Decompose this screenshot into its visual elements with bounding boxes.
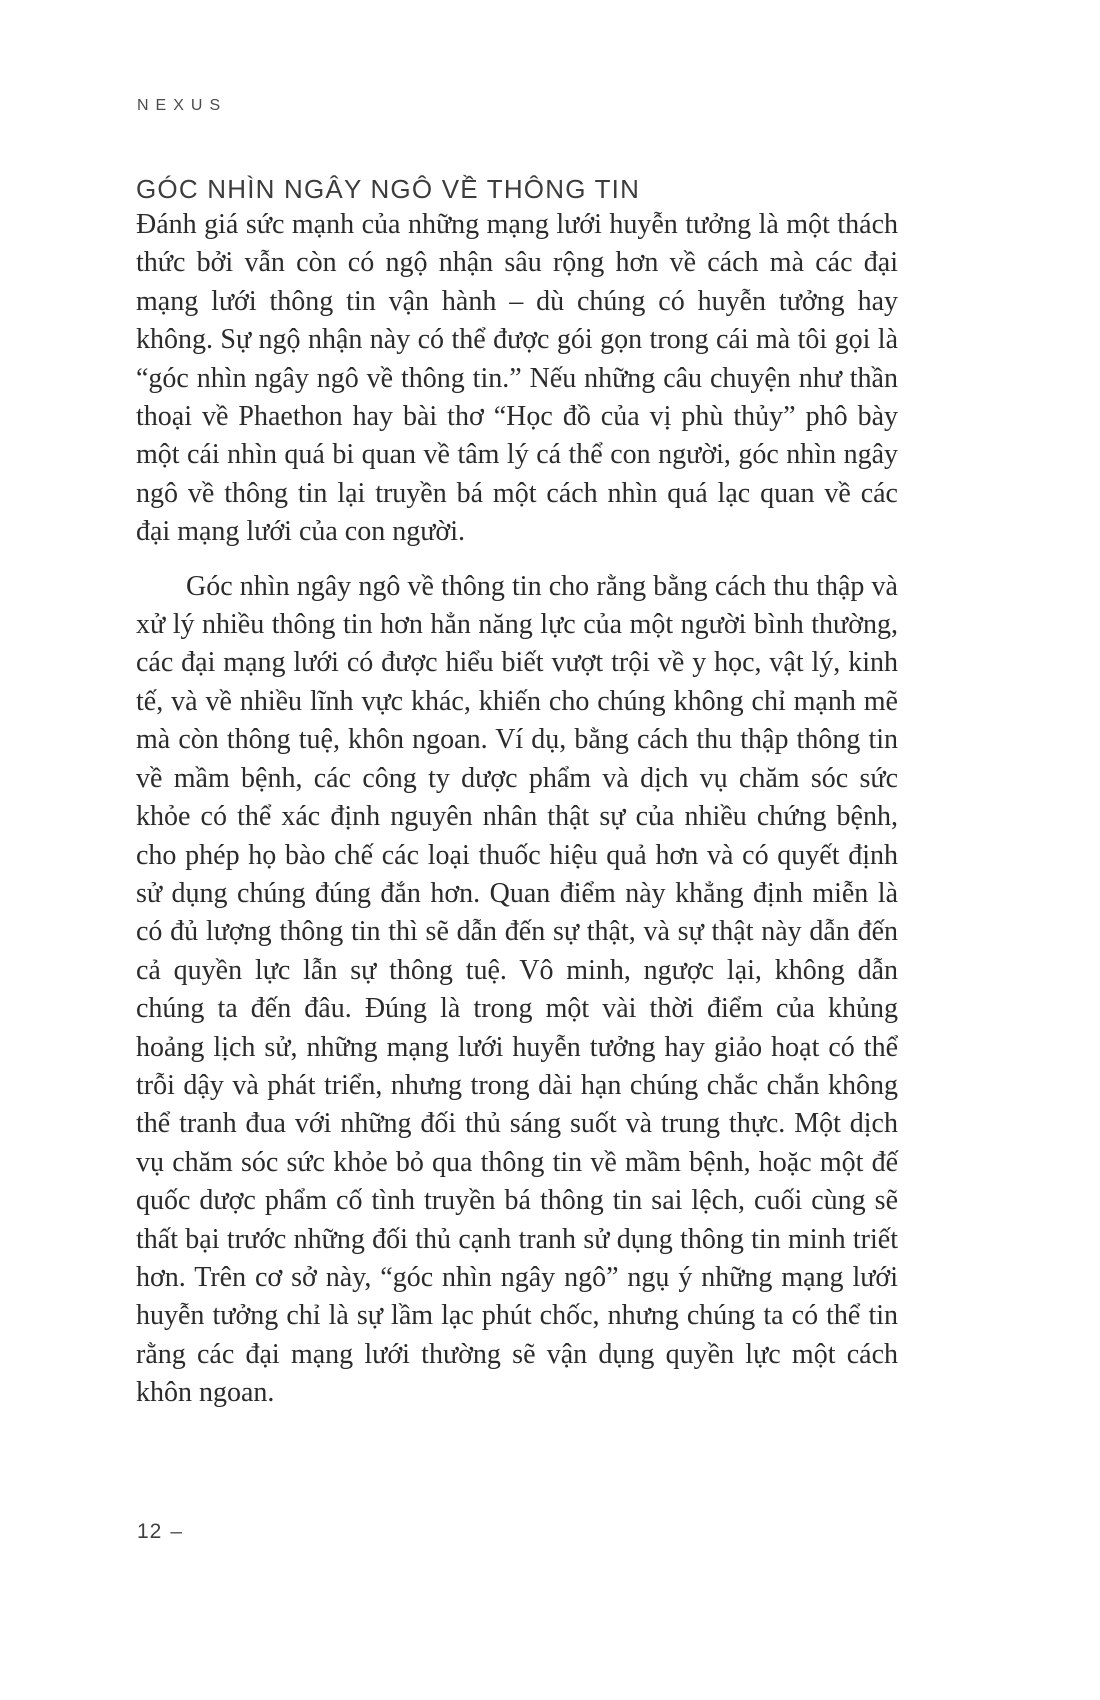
page-number-value: 12 <box>137 1520 163 1543</box>
body-text <box>136 206 898 1413</box>
section-heading: GÓC NHÌN NGÂY NGÔ VỀ THÔNG TIN <box>136 174 641 205</box>
page-number <box>137 1520 183 1544</box>
page-number-dash: – <box>170 1520 184 1543</box>
running-header: NEXUS <box>137 97 228 114</box>
paragraph: Góc nhìn ngây ngô về thông tin cho rằng bằng cách thu thập và xử lý nhiều thông tin hơn hẳn năng lực của một người bình thường, các đại mạng lưới có được hiểu biết vượt trội về y học, vật lý, kinh tế, và về nhiều lĩnh vực khác, khiến cho chúng không chỉ mạnh mẽ mà còn thông tuệ, khôn ngoan. Ví dụ, bằng cách thu thập thông tin về mầm bệnh, các công ty dược phẩm và dịch vụ chăm sóc sức khỏe có thể xác định nguyên nhân thật sự của nhiều chứng bệnh, cho phép họ bào chế các loại thuốc hiệu quả hơn và có quyết định sử dụng chúng đúng đắn hơn. Quan điểm này khẳng định miễn là có đủ lượng thông tin thì sẽ dẫn đến sự thật, và sự thật này dẫn đến cả quyền lực lẫn sự thông tuệ. Vô minh, ngược lại, không dẫn chúng ta đến đâu. Đúng là trong một vài thời điểm của khủng hoảng lịch sử, những mạng lưới huyễn tưởng hay giảo hoạt có thể trỗi dậy và phát triển, nhưng trong dài hạn chúng chắc chắn không thể tranh đua với những đối thủ sáng suốt và trung thực. Một dịch vụ chăm sóc sức khỏe bỏ qua thông tin về mầm bệnh, hoặc một đế quốc dược phẩm cố tình truyền bá thông tin sai lệch, cuối cùng sẽ thất bại trước những đối thủ cạnh tranh sử dụng thông tin minh triết hơn. Trên cơ sở này, “góc nhìn ngây ngô” ngụ ý những mạng lưới huyễn tưởng chỉ là sự lầm lạc phút chốc, nhưng chúng ta có thể tin rằng các đại mạng lưới thường sẽ vận dụng quyền lực một cách khôn ngoan. <box>136 570 898 1409</box>
paragraph: Đánh giá sức mạnh của những mạng lưới huyễn tưởng là một thách thức bởi vẫn còn có ngộ nhận sâu rộng hơn về cách mà các đại mạng lưới thông tin vận hành – dù chúng có huyễn tưởng hay không. Sự ngộ nhận này có thể được gói gọn trong cái mà tôi gọi là “góc nhìn ngây ngô về thông tin.” Nếu những câu chuyện như thần thoại về Phaethon hay bài thơ “Học đồ của vị phù thủy” phô bày một cái nhìn quá bi quan về tâm lý cá thể con người, góc nhìn ngây ngô về thông tin lại truyền bá một cách nhìn quá lạc quan về các đại mạng lưới của con người. <box>136 209 898 548</box>
